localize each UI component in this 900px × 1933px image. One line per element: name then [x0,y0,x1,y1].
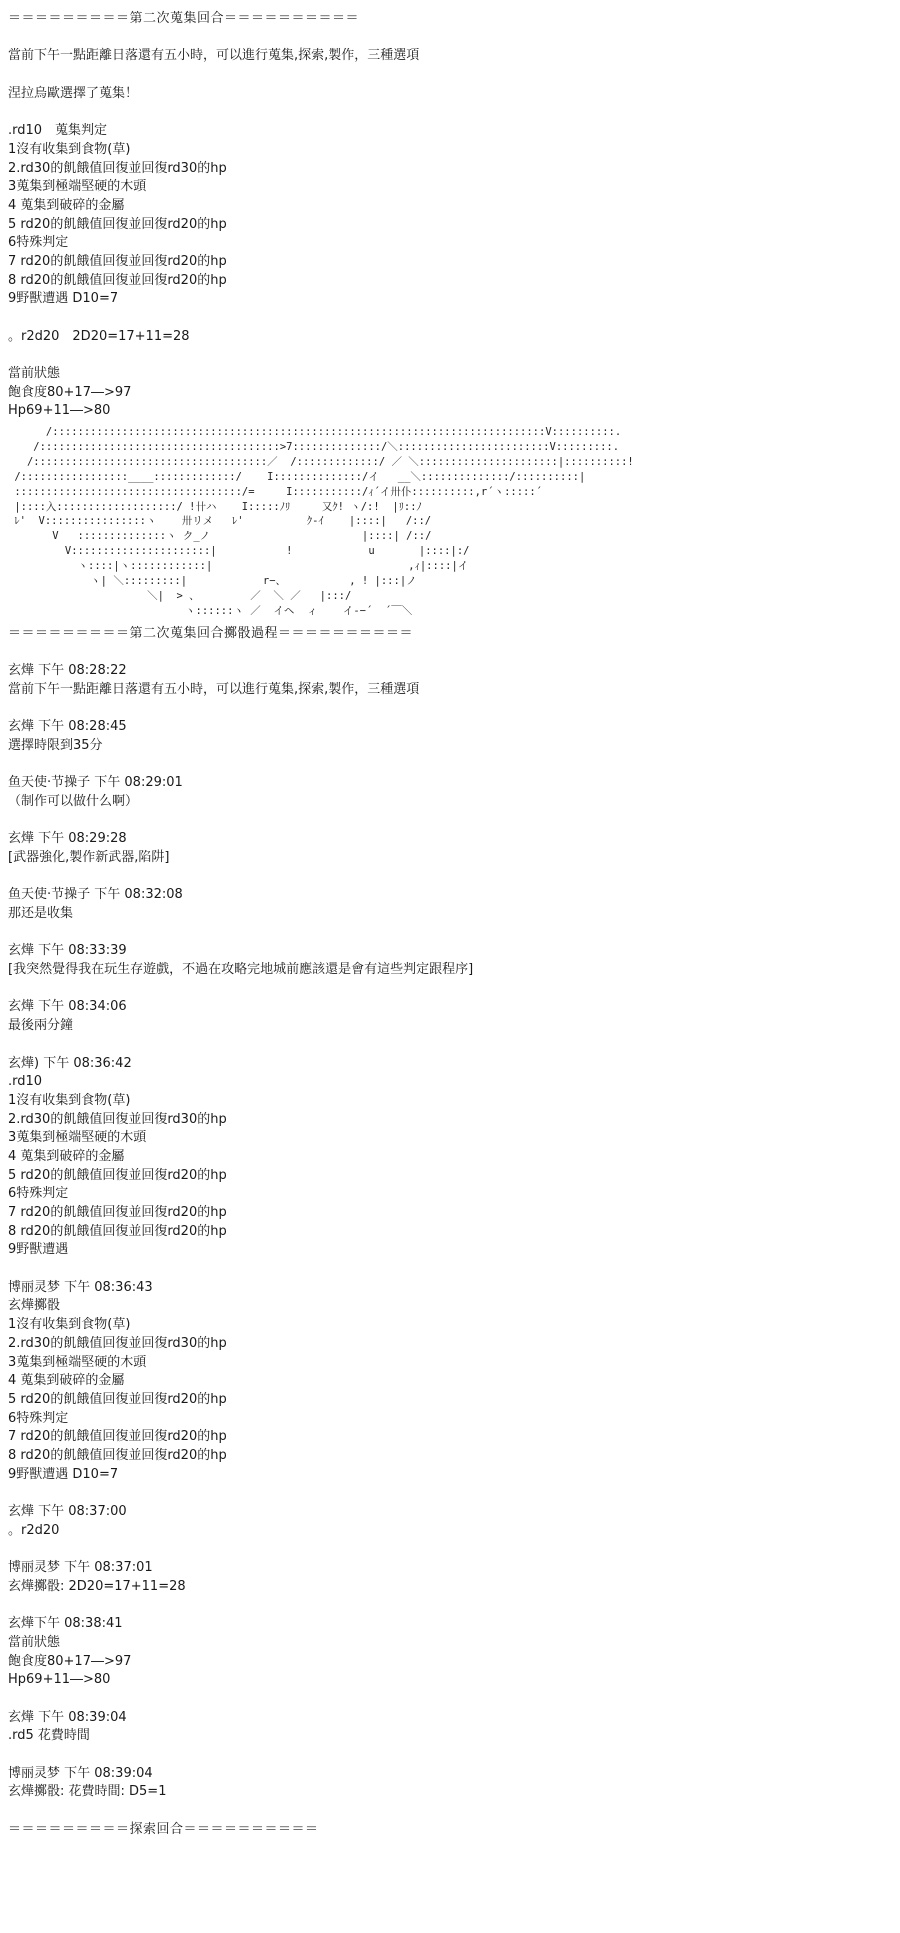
text-line: 當前下午一點距離日落還有五小時，可以進行蒐集,探索,製作，三種選項 [8,48,420,64]
blank-line [8,643,892,662]
text-line: 玄燁 下午 08:39:04 [8,1709,127,1725]
text-line: 3蒐集到極端堅硬的木頭 [8,179,147,195]
text-line: 6特殊判定 [8,235,69,251]
ascii-art-line: ヽ::::::ヽ ／ イヘ ィ イ-−´ ´￣＼ [8,604,413,617]
text-line: 1沒有收集到食物(草) [8,1317,131,1333]
ascii-art-line: V::::::::::::::::::::::| ! u |::::|:/ [8,545,470,558]
ascii-art-line: ＼| > 、 ／ ＼ ／ |:::/ [8,589,352,602]
text-line: 那还是收集 [8,906,74,922]
text-line: 玄燁 下午 08:33:39 [8,943,127,959]
blank-line [8,868,892,887]
text-line: 2.rd30的飢餓值回復並回復rd30的hp [8,1111,227,1127]
text-line: 7 rd20的飢餓值回復並回復rd20的hp [8,1429,227,1445]
ascii-art-line: ヽ::::|ヽ::::::::::::| ,ｨ|::::|イ [8,560,469,573]
text-line: 選擇時限到35分 [8,737,103,753]
blank-line [8,924,892,943]
blank-line [8,1746,892,1765]
text-line: 當前狀態 [8,1634,61,1650]
text-line: 9野獸遭遇 D10=7 [8,1466,119,1482]
text-line: 當前下午一點距離日落還有五小時，可以進行蒐集,探索,製作，三種選項 [8,681,420,697]
blank-line [8,1260,892,1279]
text-line: 當前狀態 [8,366,61,382]
text-line: 2.rd30的飢餓值回復並回復rd30的hp [8,160,227,176]
text-line: 3蒐集到極端堅硬的木頭 [8,1354,147,1370]
round-summary-section [8,10,892,421]
text-line: Hp69+11―>80 [8,1672,111,1688]
ascii-art-illustration [8,425,892,619]
ascii-art-line: ﾚ' V::::::::::::::::ヽ 卅リメ ﾚ' ｸ-ｲ |::::| /::/ [8,515,432,528]
text-line: 4 蒐集到破碎的金屬 [8,1373,125,1389]
text-line: Hp69+11―>80 [8,403,111,419]
text-line: 8 rd20的飢餓值回復並回復rd20的hp [8,272,227,288]
section-divider: ＝＝＝＝＝＝＝＝＝第二次蒐集回合擲骰過程＝＝＝＝＝＝＝＝＝＝ [8,625,414,641]
text-line: .rd10 [8,1074,43,1090]
ascii-art-line: /:::::::::::::::::____:::::::::::::/ I::::::::::::::/イ __＼::::::::::::::/::::::::::| [8,470,586,483]
blank-line [8,756,892,775]
text-line: （制作可以做什么啊） [8,793,139,809]
ascii-art-line: ヽ| ＼:::::::::| r−、 , ! |:::|ノ [8,575,417,588]
section-divider: ＝＝＝＝＝＝＝＝＝探索回合＝＝＝＝＝＝＝＝＝＝ [8,1821,319,1837]
text-line: 9野獸遭遇 D10=7 [8,291,119,307]
text-line: 玄燁 下午 08:29:28 [8,831,127,847]
text-line: 博丽灵梦 下午 08:37:01 [8,1560,153,1576]
text-line: 鱼天使·节操子 下午 08:32:08 [8,887,183,903]
ascii-art-line: /::::::::::::::::::::::::::::::::::::::>7::::::::::::::/＼::::::::::::::::::::::::V:::::::::. [8,441,620,454]
text-line: 涅拉烏歐選擇了蒐集！ [8,85,139,101]
text-line: 7 rd20的飢餓值回復並回復rd20的hp [8,253,227,269]
text-line: 。r2d20 [8,1522,60,1538]
text-line: 玄燁下午 08:38:41 [8,1616,123,1632]
text-line: 飽食度80+17―>97 [8,1653,132,1669]
text-line: 1沒有收集到食物(草) [8,141,131,157]
blank-line [8,1690,892,1709]
text-line: [我突然覺得我在玩生存遊戲，不過在攻略完地城前應該還是會有這些判定跟程序] [8,962,474,978]
blank-line [8,66,892,85]
blank-line [8,29,892,48]
blank-line [8,1596,892,1615]
blank-line [8,103,892,122]
text-line: 博丽灵梦 下午 08:39:04 [8,1765,153,1781]
text-line: 玄燁擲骰: 花費時間: D5=1 [8,1784,167,1800]
text-line: 飽食度80+17―>97 [8,384,132,400]
text-line: 玄燁擲骰 [8,1298,61,1314]
blank-line [8,1802,892,1821]
text-line: 4 蒐集到破碎的金屬 [8,197,125,213]
blank-line [8,1540,892,1559]
text-line: 3蒐集到極端堅硬的木頭 [8,1130,147,1146]
section-divider: ＝＝＝＝＝＝＝＝＝第二次蒐集回合＝＝＝＝＝＝＝＝＝＝ [8,11,360,26]
text-line: 5 rd20的飢餓值回復並回復rd20的hp [8,216,227,232]
blank-line [8,699,892,718]
ascii-art-line: ::::::::::::::::::::::::::::::::::::/= I:::::::::::/ｨ´イ卅仆::::::::::,r´ヽ:::::´ [8,485,543,498]
text-line: 最後兩分鐘 [8,1018,74,1034]
text-line: 玄燁 下午 08:37:00 [8,1504,127,1520]
dice-log-section [8,625,892,1840]
text-line: 。r2d20 2D20=17+11=28 [8,328,190,344]
ascii-art-line: /:::::::::::::::::::::::::::::::::::::／ /:::::::::::::/ ／ ＼::::::::::::::::::::::|::::::::::! [8,455,634,468]
blank-line [8,1484,892,1503]
text-line: 鱼天使·节操子 下午 08:29:01 [8,775,183,791]
blank-line [8,980,892,999]
text-line: 9野獸遭遇 [8,1242,69,1258]
text-line: 玄燁 下午 08:28:45 [8,719,127,735]
blank-line [8,812,892,831]
document-page [8,10,892,1839]
text-line: 6特殊判定 [8,1410,69,1426]
ascii-art-line: V ::::::::::::::ヽ ク_ノ |::::| /::/ [8,530,432,543]
text-line: 2.rd30的飢餓值回復並回復rd30的hp [8,1335,227,1351]
text-line: .rd10 蒐集判定 [8,123,108,139]
text-line: 博丽灵梦 下午 08:36:43 [8,1279,153,1295]
text-line: [武器強化,製作新武器,陷阱] [8,849,170,865]
text-line: 玄燁擲骰: 2D20=17+11=28 [8,1578,186,1594]
blank-line [8,309,892,328]
text-line: 7 rd20的飢餓值回復並回復rd20的hp [8,1205,227,1221]
text-line: 玄燁 下午 08:28:22 [8,663,127,679]
text-line: 玄燁) 下午 08:36:42 [8,1055,132,1071]
ascii-art-line: |::::入:::::::::::::::::::/ !卄ハ I:::::ﾉﾘ 又ｸ! ヽ/:! |ﾘ::ﾉ [8,500,422,513]
text-line: .rd5 花費時間 [8,1728,90,1744]
blank-line [8,346,892,365]
text-line: 玄燁 下午 08:34:06 [8,999,127,1015]
text-line: 5 rd20的飢餓值回復並回復rd20的hp [8,1391,227,1407]
text-line: 8 rd20的飢餓值回復並回復rd20的hp [8,1223,227,1239]
text-line: 8 rd20的飢餓值回復並回復rd20的hp [8,1447,227,1463]
text-line: 1沒有收集到食物(草) [8,1092,131,1108]
ascii-art-line: /::::::::::::::::::::::::::::::::::::::::::::::::::::::::::::::::::::::::::::::V::::::::::. [8,426,622,439]
text-line: 6特殊判定 [8,1186,69,1202]
text-line: 4 蒐集到破碎的金屬 [8,1148,125,1164]
text-line: 5 rd20的飢餓值回復並回復rd20的hp [8,1167,227,1183]
blank-line [8,1036,892,1055]
